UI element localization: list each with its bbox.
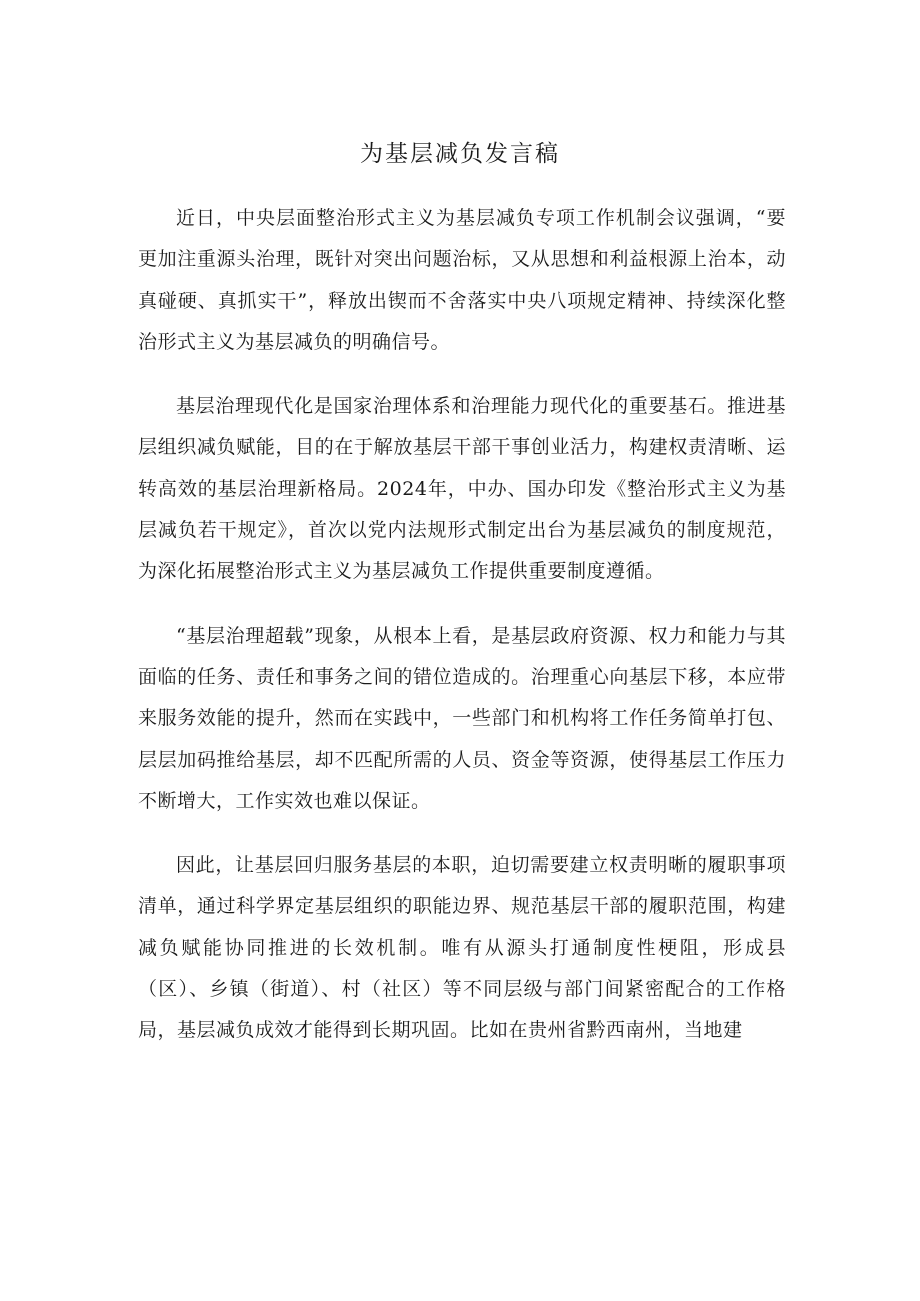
document-body — [138, 198, 786, 1075]
paragraph-4: 因此，让基层回归服务基层的本职，迫切需要建立权责明晰的履职事项清单，通过科学界定基层组织的职能边界、规范基层干部的履职范围，构建减负赋能协同推进的长效机制。唯有从源头打通制度性梗阻，形成县（区）、乡镇（街道）、村（社区）等不同层级与部门间紧密配合的工作格局，基层减负成效才能得到长期巩固。比如在贵州省黔西南州，当地建 — [138, 854, 786, 1042]
document-title: 为基层减负发言稿 — [360, 141, 560, 167]
paragraph-2: 基层治理现代化是国家治理体系和治理能力现代化的重要基石。推进基层组织减负赋能，目的在于解放基层干部干事创业活力，构建权责清晰、运转高效的基层治理新格局。2024年，中办、国办印发《整治形式主义为基层减负若干规定》，首次以党内法规形式制定出台为基层减负的制度规范，为深化拓展整治形式主义为基层减负工作提供重要制度遵循。 — [138, 395, 786, 583]
paragraph-1: 近日，中央层面整治形式主义为基层减负专项工作机制会议强调，“要更加注重源头治理，既针对突出问题治标，又从思想和利益根源上治本，动真碰硬、真抓实干”，释放出锲而不舍落实中央八项规定精神、持续深化整治形式主义为基层减负的明确信号。 — [138, 207, 786, 353]
paragraph-3: “基层治理超载”现象，从根本上看，是基层政府资源、权力和能力与其面临的任务、责任和事务之间的错位造成的。治理重心向基层下移，本应带来服务效能的提升，然而在实践中，一些部门和机构将工作任务简单打包、层层加码推给基层，却不匹配所需的人员、资金等资源，使得基层工作压力不断增大，工作实效也难以保证。 — [138, 624, 786, 812]
